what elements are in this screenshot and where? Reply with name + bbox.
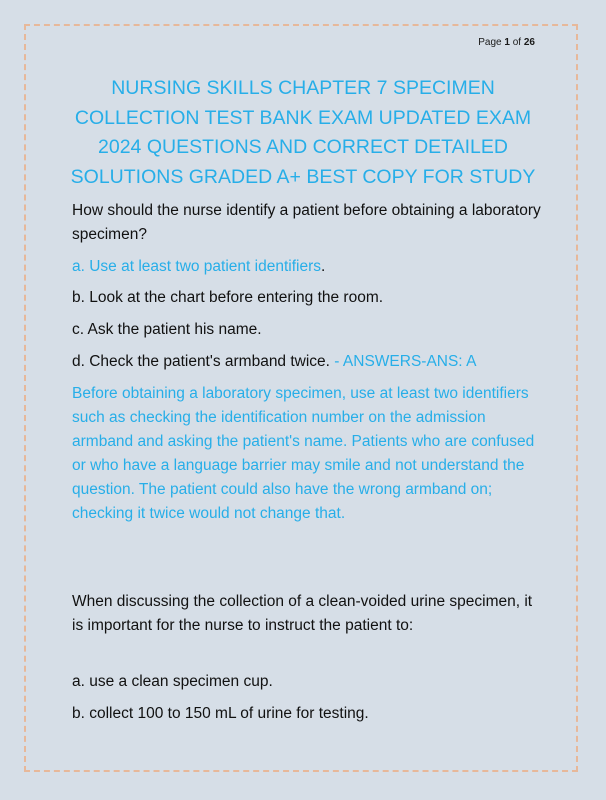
page-counter <box>478 37 535 48</box>
page-current: 1 <box>504 37 510 48</box>
page-counter-prefix: Page <box>478 37 502 48</box>
page-total: 26 <box>523 37 535 48</box>
question-2-text: When discussing the collection of a clean-voided urine specimen, it is important for the nurse to instruct the patient to: <box>72 593 533 634</box>
question-1-option-d-text: d. Check the patient's armband twice. <box>72 353 330 370</box>
question-1-option-b: b. Look at the chart before entering the room. <box>72 289 384 306</box>
page-counter-separator: of <box>512 37 522 48</box>
question-2-option-b: b. collect 100 to 150 mL of urine for testing. <box>72 705 369 722</box>
question-1-option-a <box>72 255 542 279</box>
question-1-option-a-period: . <box>321 258 326 275</box>
question-1-option-d <box>72 350 542 374</box>
question-2-option-a: a. use a clean specimen cup. <box>72 673 273 690</box>
question-1-option-c: c. Ask the patient his name. <box>72 321 262 338</box>
question-1-rationale: Before obtaining a laboratory specimen, use at least two identifiers such as checking the identification number on the admission armband and asking the patient's name. Patients who are confused or who have a language barrier may smile and not understand the question. The patient could also have the wrong armband on; checking it twice would not change that. <box>72 385 535 522</box>
question-1-text: How should the nurse identify a patient before obtaining a laboratory specimen? <box>72 202 541 243</box>
question-1-answer: - ANSWERS-ANS: A <box>334 353 477 370</box>
question-1-option-a-text: a. Use at least two patient identifiers <box>72 258 321 275</box>
document-title: NURSING SKILLS CHAPTER 7 SPECIMEN COLLECTION TEST BANK EXAM UPDATED EXAM 2024 QUESTIONS AND CORRECT DETAILED SOLUTIONS GRADED A+ BEST COPY FOR STUDY <box>70 77 536 188</box>
